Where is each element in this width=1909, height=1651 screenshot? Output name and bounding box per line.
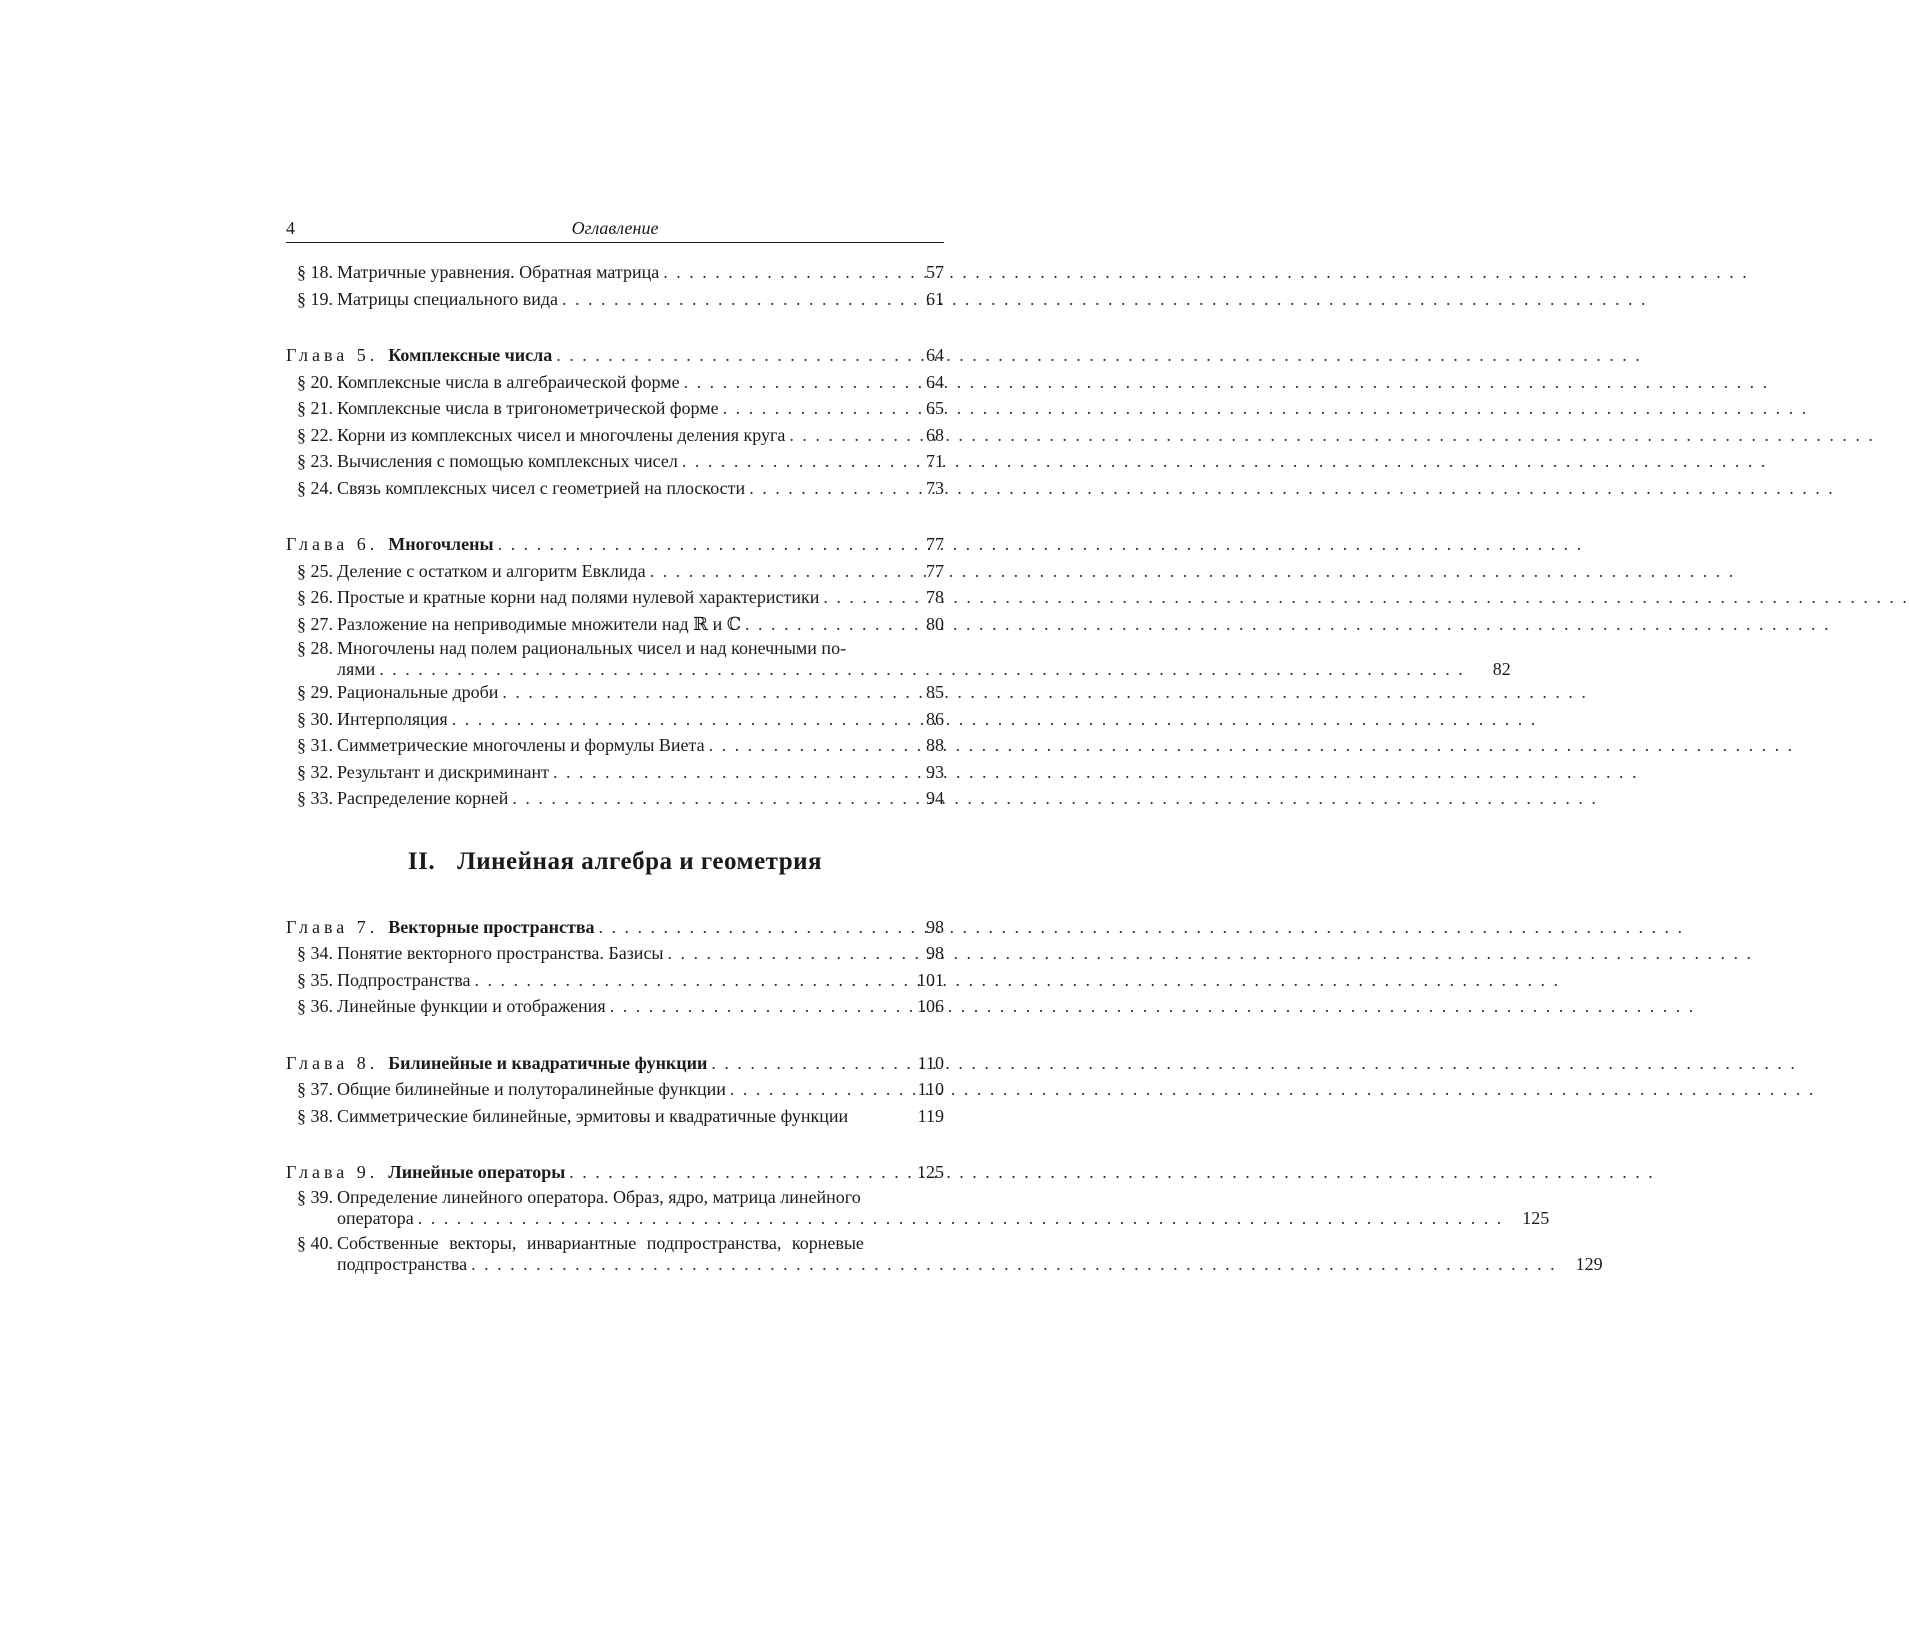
leader-dots <box>709 732 898 759</box>
leader-dots <box>711 1050 898 1077</box>
section-number: § 21. <box>297 398 333 418</box>
section-title: Связь комплексных чисел с геометрией на плоскости <box>337 477 746 498</box>
section-number: § 29. <box>297 682 333 702</box>
page-ref: 101 <box>917 969 944 990</box>
section-number: § 23. <box>297 451 333 471</box>
leader-dots <box>682 448 898 475</box>
toc-entry[interactable] <box>286 1186 1550 1228</box>
part-title: Линейная алгебра и геометрия <box>457 847 823 875</box>
chapter-title: Билинейные и квадратичные функции <box>388 1052 708 1073</box>
leader-dots <box>556 342 898 369</box>
toc-entry[interactable] <box>286 706 944 733</box>
leader-dots <box>452 706 898 733</box>
page-ref: 73 <box>926 477 944 498</box>
page-ref: 110 <box>917 1079 944 1099</box>
leader-dots <box>418 1208 1504 1228</box>
section-title: Понятие векторного пространства. Базисы <box>337 943 664 963</box>
chapter-entry-6[interactable] <box>286 531 944 558</box>
toc-entry[interactable] <box>286 940 944 967</box>
section-title-line2: лями <box>337 659 376 679</box>
page-ref: 125 <box>1522 1207 1550 1228</box>
page-ref: 65 <box>926 398 944 418</box>
leader-dots <box>502 679 898 706</box>
chapter-label: Глава 5. <box>286 345 379 365</box>
leader-dots <box>823 584 898 611</box>
toc-entry[interactable] <box>286 785 944 812</box>
leader-dots <box>749 475 898 502</box>
page-ref: 106 <box>917 996 944 1016</box>
section-number: § 20. <box>297 371 333 392</box>
chapter-entry-8[interactable] <box>286 1050 944 1077</box>
chapter-title: Векторные пространства <box>388 916 595 937</box>
section-number: § 39. <box>297 1186 333 1207</box>
page-number: 4 <box>286 218 295 238</box>
leader-dots <box>684 369 898 396</box>
section-title: Линейные функции и отображения <box>337 996 606 1016</box>
section-title: Общие билинейные и полуторалинейные функции <box>337 1079 726 1099</box>
section-number: § 32. <box>297 761 333 782</box>
page-ref: 119 <box>917 1105 944 1126</box>
page-ref: 98 <box>926 943 944 963</box>
section-title: Деление с остатком и алгоритм Евклида <box>337 560 646 581</box>
toc-entry[interactable] <box>286 369 944 396</box>
toc-entry[interactable] <box>286 558 944 585</box>
header-title: Оглавление <box>571 218 659 238</box>
page-ref: 64 <box>926 345 944 365</box>
section-title-line1: Многочлены над полем рациональных чисел и над конечными по- <box>337 638 847 658</box>
leader-dots <box>471 1254 1557 1274</box>
section-number: § 28. <box>297 638 333 658</box>
toc-entry[interactable] <box>286 967 944 994</box>
chapter-label: Глава 8. <box>286 1052 379 1073</box>
leader-dots <box>599 914 898 941</box>
leader-dots <box>668 940 898 967</box>
page-ref: 129 <box>1575 1253 1603 1274</box>
toc-entry[interactable] <box>286 759 944 786</box>
toc-entry[interactable] <box>286 637 1511 679</box>
section-title: Рациональные дроби <box>337 682 499 702</box>
section-number: § 40. <box>297 1232 333 1253</box>
section-title: Симметрические билинейные, эрмитовы и квадратичные функции <box>337 1105 849 1126</box>
leader-dots <box>562 286 898 313</box>
page-ref: 88 <box>926 735 944 755</box>
part-number: II. <box>407 847 436 875</box>
section-number: § 18. <box>297 262 333 282</box>
page-ref: 82 <box>1492 659 1511 679</box>
chapter-entry-7[interactable] <box>286 914 944 941</box>
section-title: Корни из комплексных чисел и многочлены деления круга <box>337 424 786 445</box>
section-title-line2: подпространства <box>337 1253 468 1274</box>
page-ref: 80 <box>926 613 944 634</box>
leader-dots <box>663 259 898 286</box>
toc-entry[interactable] <box>286 993 944 1020</box>
chapter-entry-5[interactable] <box>286 342 944 369</box>
page-ref: 78 <box>926 587 944 607</box>
toc-entry[interactable] <box>286 422 944 449</box>
leader-dots <box>745 611 898 638</box>
toc-entry[interactable] <box>286 448 944 475</box>
section-title: Подпространства <box>337 969 471 990</box>
section-number: § 38. <box>297 1105 333 1126</box>
page-ref: 64 <box>926 371 944 392</box>
leader-dots <box>512 785 898 812</box>
leader-dots <box>610 993 898 1020</box>
leader-dots <box>379 659 1465 679</box>
leader-dots <box>498 531 898 558</box>
chapter-title: Многочлены <box>388 534 494 554</box>
chapter-title: Линейные операторы <box>388 1162 566 1182</box>
toc-page <box>286 218 1603 1274</box>
toc-entry[interactable] <box>286 1103 944 1130</box>
toc-entry[interactable] <box>286 679 944 706</box>
section-title: Комплексные числа в тригонометрической форме <box>337 398 719 418</box>
chapter-label: Глава 6. <box>286 534 379 554</box>
section-number: § 24. <box>297 477 333 498</box>
chapter-label: Глава 9. <box>286 1162 379 1182</box>
toc-entry[interactable] <box>286 395 944 422</box>
leader-dots <box>789 422 898 449</box>
part-heading <box>286 848 944 876</box>
section-title: Матрицы специального вида <box>337 288 559 309</box>
section-number: § 30. <box>297 708 333 729</box>
page-ref: 93 <box>926 761 944 782</box>
section-title: Распределение корней <box>337 788 509 808</box>
section-title: Матричные уравнения. Обратная матрица <box>337 262 660 282</box>
page-ref: 57 <box>926 262 944 282</box>
toc-entry[interactable] <box>286 1076 944 1103</box>
section-number: § 33. <box>297 788 333 808</box>
section-number: § 34. <box>297 943 333 963</box>
leader-dots <box>475 967 898 994</box>
section-number: § 22. <box>297 424 333 445</box>
leader-dots <box>730 1076 898 1103</box>
toc-entry[interactable] <box>286 732 944 759</box>
toc-entry[interactable] <box>286 584 944 611</box>
page-ref: 86 <box>926 708 944 729</box>
page-ref: 71 <box>926 451 944 471</box>
chapter-title: Комплексные числа <box>388 345 553 365</box>
section-title: Разложение на неприводимые множители над ℝ и ℂ <box>337 613 742 634</box>
chapter-entry-9[interactable] <box>286 1159 944 1186</box>
running-header <box>286 218 944 243</box>
section-title-line1: Собственные векторы, инвариантные подпространства, корневые <box>337 1232 864 1253</box>
chapter-label: Глава 7. <box>286 916 379 937</box>
section-number: § 19. <box>297 288 333 309</box>
toc-entry[interactable] <box>286 259 944 286</box>
section-number: § 36. <box>297 996 333 1016</box>
section-number: § 26. <box>297 587 333 607</box>
toc-entry[interactable] <box>286 1232 1603 1274</box>
section-number: § 25. <box>297 560 333 581</box>
page-ref: 110 <box>917 1052 944 1073</box>
toc-entry[interactable] <box>286 475 944 502</box>
page-ref: 125 <box>917 1162 944 1182</box>
section-title: Вычисления с помощью комплексных чисел <box>337 451 678 471</box>
toc-entry[interactable] <box>286 611 944 638</box>
section-title: Результант и дискриминант <box>337 761 549 782</box>
section-number: § 27. <box>297 613 333 634</box>
section-title: Комплексные числа в алгебраической форме <box>337 371 680 392</box>
section-title: Простые и кратные корни над полями нулевой характеристики <box>337 587 820 607</box>
section-title: Симметрические многочлены и формулы Виета <box>337 735 705 755</box>
section-number: § 35. <box>297 969 333 990</box>
section-title: Интерполяция <box>337 708 448 729</box>
page-ref: 85 <box>926 682 944 702</box>
page-ref: 94 <box>926 788 944 808</box>
leader-dots <box>553 759 898 786</box>
section-number: § 37. <box>297 1079 333 1099</box>
section-title-line2: оператора <box>337 1207 414 1228</box>
leader-dots <box>723 395 898 422</box>
page-ref: 77 <box>926 534 944 554</box>
toc-entry[interactable] <box>286 286 944 313</box>
section-number: § 31. <box>297 735 333 755</box>
section-title-line1: Определение линейного оператора. Образ, ядро, матрица линейного <box>337 1186 861 1207</box>
page-ref: 61 <box>926 288 944 309</box>
leader-dots <box>569 1159 898 1186</box>
leader-dots <box>650 558 898 585</box>
page-ref: 68 <box>926 424 944 445</box>
page-ref: 77 <box>926 560 944 581</box>
page-ref: 98 <box>926 916 944 937</box>
